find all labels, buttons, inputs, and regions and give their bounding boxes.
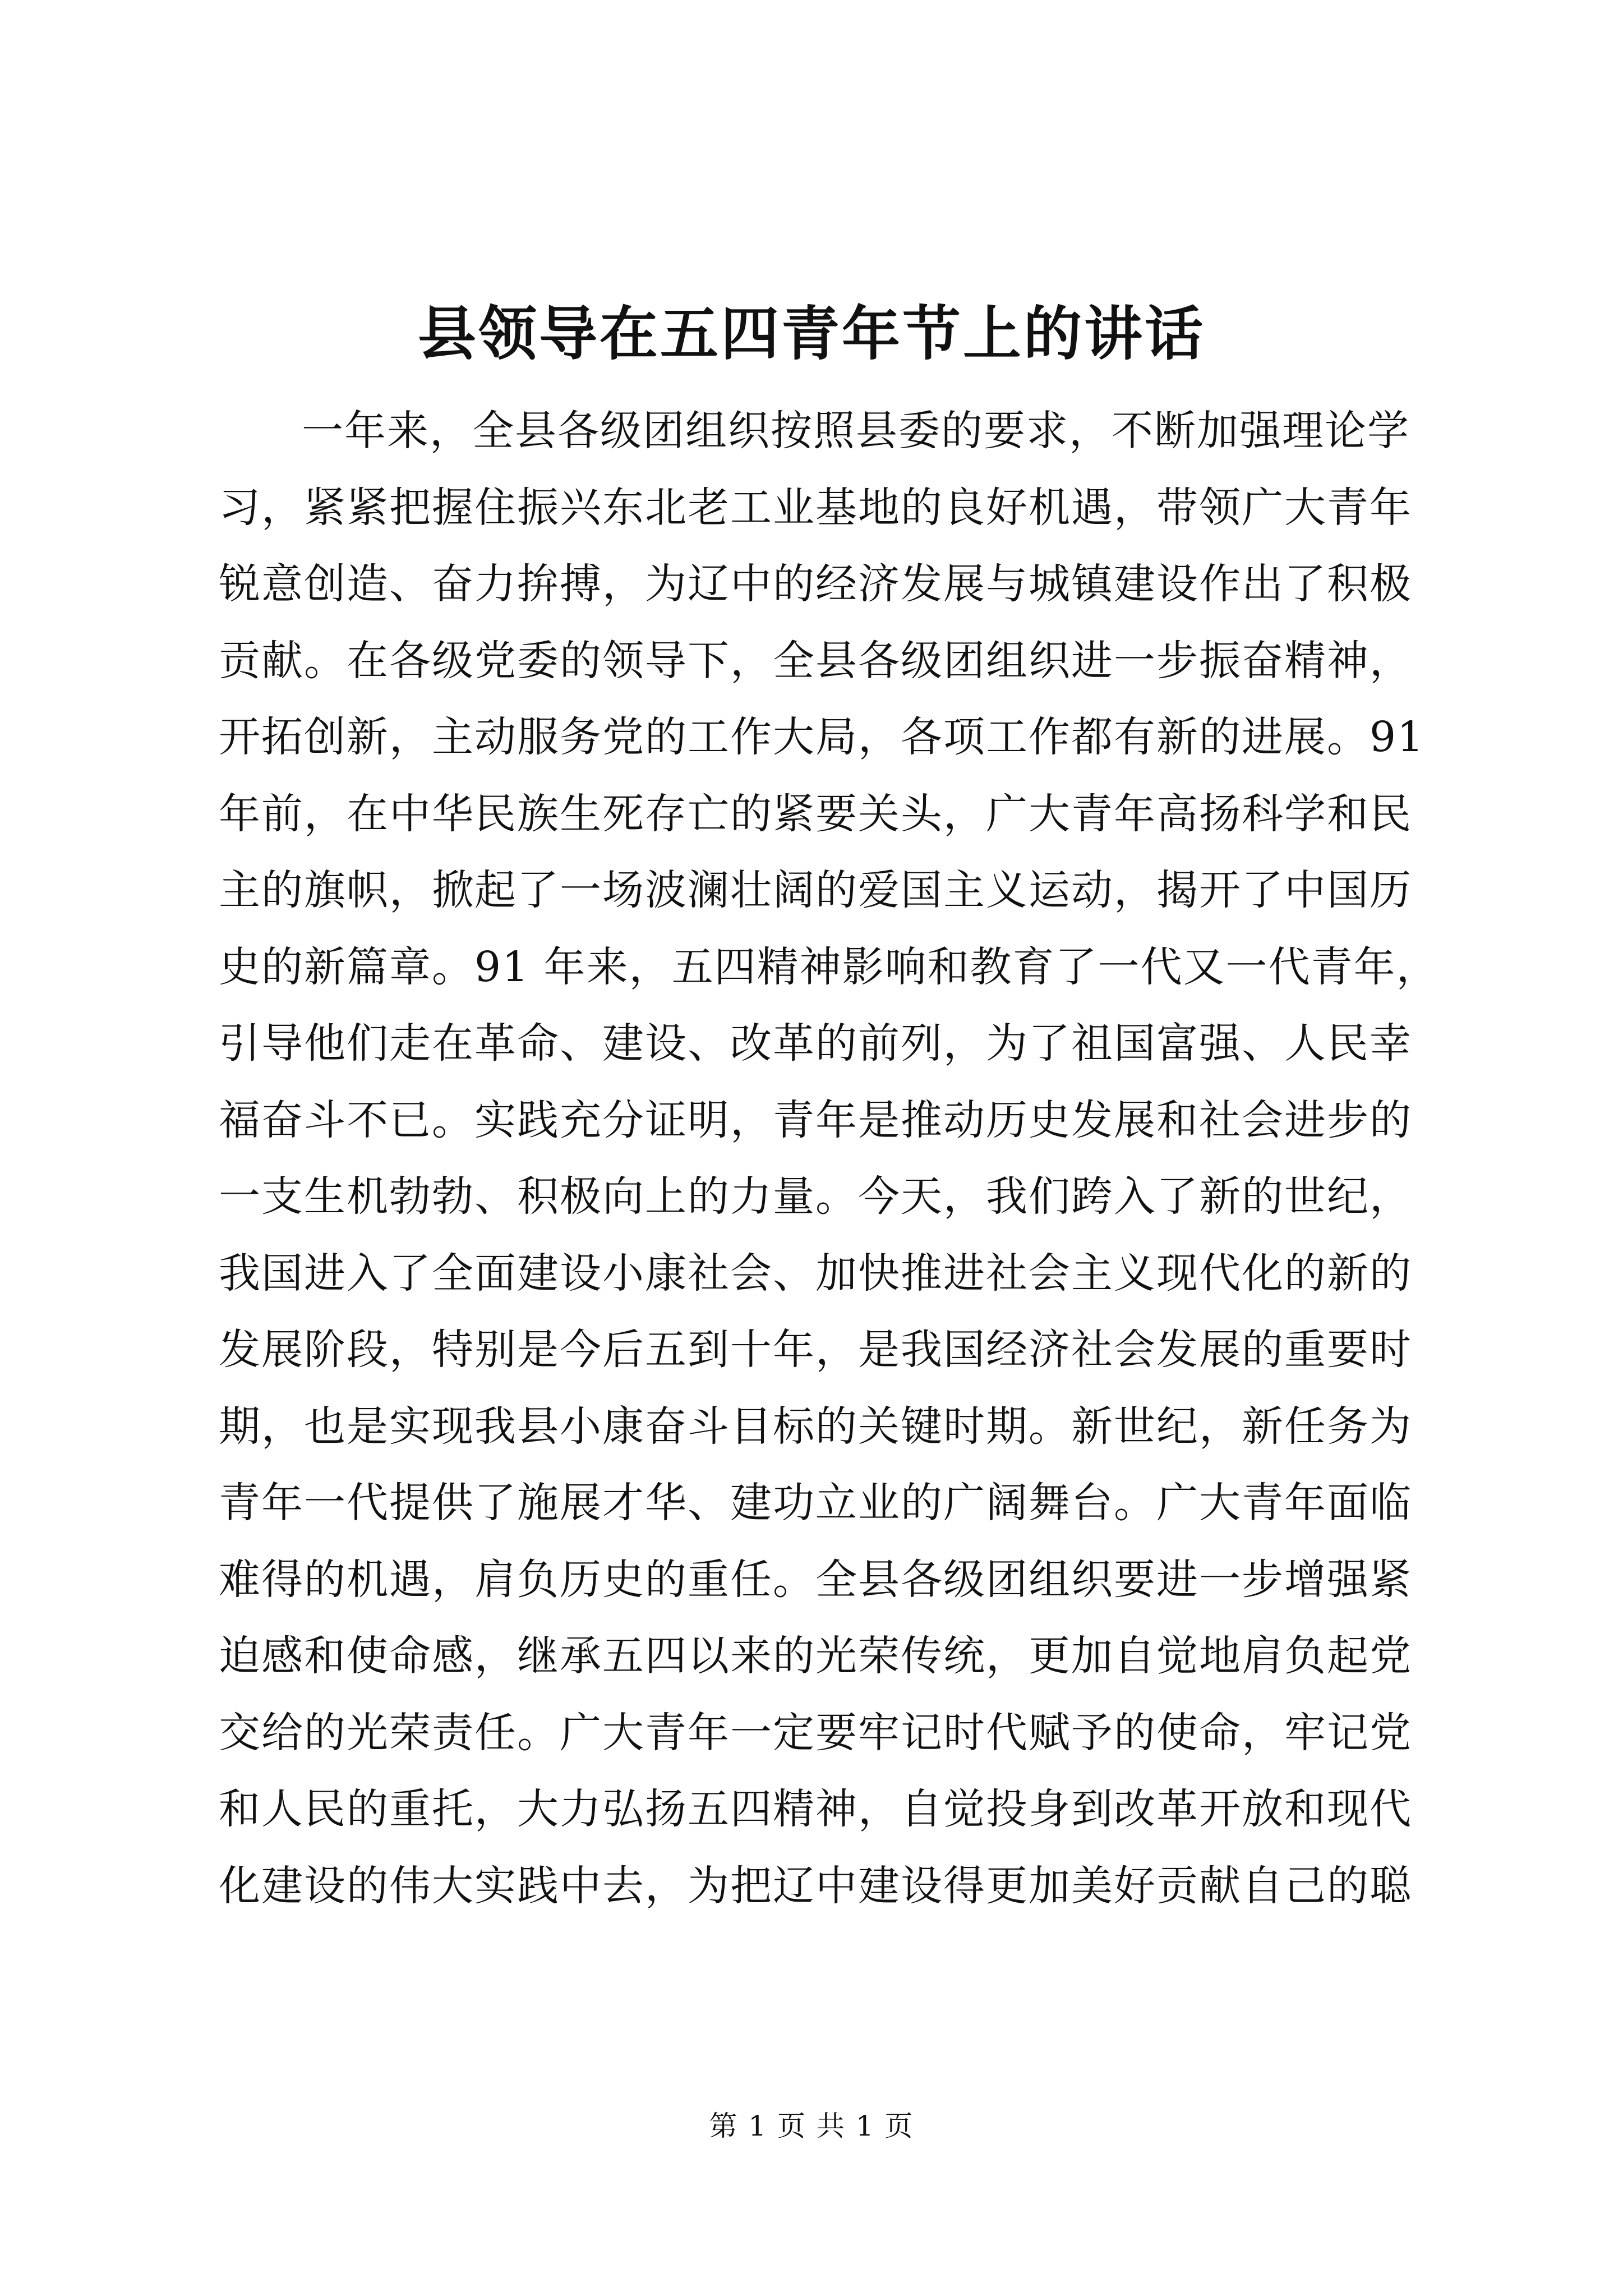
body-line: 福奋斗不已。实践充分证明，青年是推动历史发展和社会进步的 [219,1096,1412,1144]
page-number-footer: 第 1 页 共 1 页 [709,2110,914,2142]
body-line: 一年来，全县各级团组织按照县委的要求，不断加强理论学 [302,407,1410,455]
body-line: 青年一代提供了施展才华、建功立业的广阔舞台。广大青年面临 [219,1479,1412,1527]
body-line: 引导他们走在革命、建设、改革的前列，为了祖国富强、人民幸 [219,1019,1412,1068]
body-line: 发展阶段，特别是今后五到十年，是我国经济社会发展的重要时 [219,1326,1412,1374]
body-line: 一支生机勃勃、积极向上的力量。今天，我们跨入了新的世纪， [219,1172,1412,1221]
body-line: 习，紧紧把握住振兴东北老工业基地的良好机遇，带领广大青年 [219,483,1412,532]
body-line: 期，也是实现我县小康奋斗目标的关键时期。新世纪，新任务为 [219,1402,1412,1451]
body-line: 难得的机遇，肩负历史的重任。全县各级团组织要进一步增强紧 [219,1555,1412,1604]
body-line: 交给的光荣责任。广大青年一定要牢记时代赋予的使命，牢记党 [219,1708,1412,1757]
body-line: 我国进入了全面建设小康社会、加快推进社会主义现代化的新的 [219,1249,1412,1297]
body-line: 化建设的伟大实践中去，为把辽中建设得更加美好贡献自己的聪 [219,1861,1412,1910]
body-line: 锐意创造、奋力拚搏，为辽中的经济发展与城镇建设作出了积极 [219,560,1412,608]
body-line: 和人民的重托，大力弘扬五四精神，自觉投身到改革开放和现代 [219,1785,1412,1833]
body-line: 迫感和使命感，继承五四以来的光荣传统，更加自觉地肩负起党 [219,1632,1412,1680]
body-line: 主的旗帜，掀起了一场波澜壮阔的爱国主义运动，揭开了中国历 [219,866,1412,914]
document-body [219,393,1439,1924]
body-line: 年前，在中华民族生死存亡的紧要关头，广大青年高扬科学和民 [219,789,1412,838]
body-line: 开拓创新，主动服务党的工作大局，各项工作都有新的进展。91 [219,713,1425,761]
body-line: 史的新篇章。91 年来，五四精神影响和教育了一代又一代青年， [219,942,1439,991]
document-title: 县领导在五四青年节上的讲话 [417,299,1205,368]
body-line: 贡献。在各级党委的领导下，全县各级团组织进一步振奋精神， [219,636,1412,685]
